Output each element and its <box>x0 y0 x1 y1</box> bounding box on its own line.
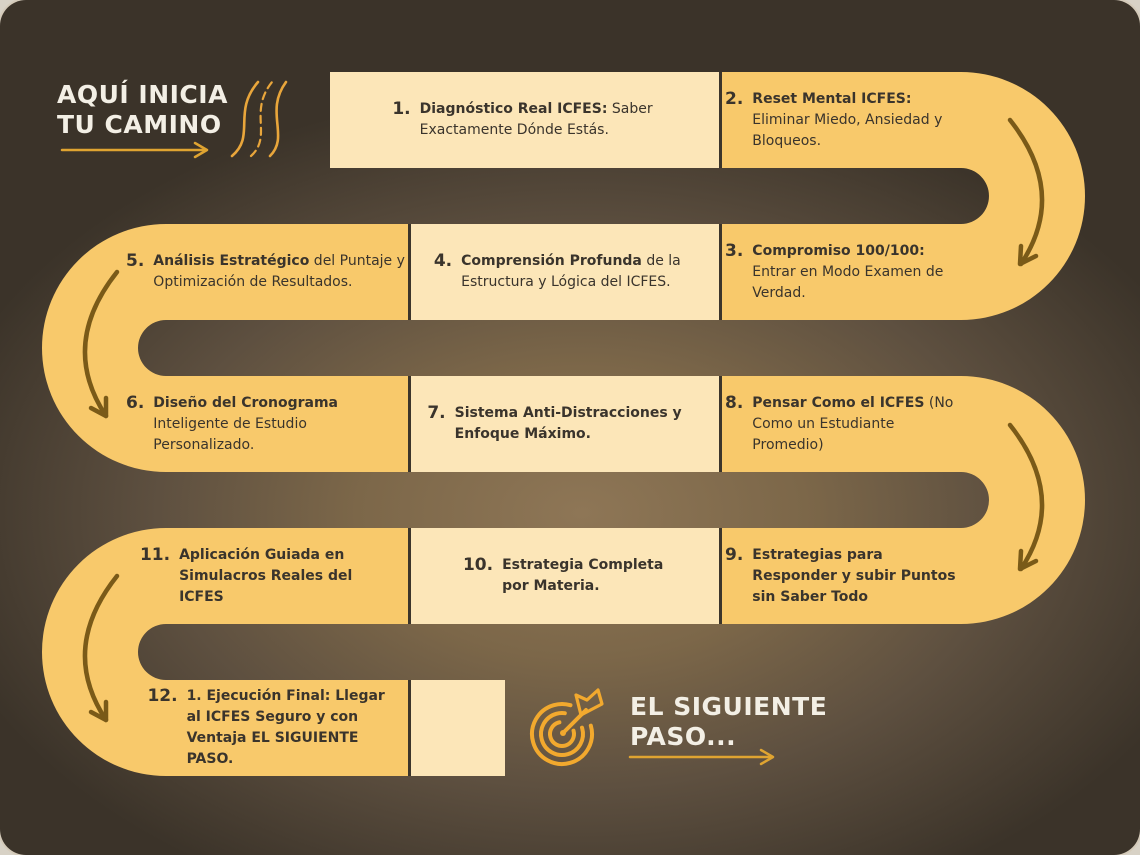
u-turn-right-1 <box>961 72 1085 320</box>
step-text: Comprensión Profunda de la Estructura y Lógica del ICFES. <box>461 253 681 290</box>
step-text: Aplicación Guiada en Simulacros Reales del ICFES <box>179 546 353 605</box>
step-text: Estrategia Completa por Materia. <box>502 557 664 594</box>
winding-road-icon <box>228 78 294 158</box>
step-number: 12. <box>147 686 178 706</box>
step-number: 9. <box>725 544 744 565</box>
page-title-line2: TU CAMINO <box>57 110 222 139</box>
step-text: Pensar Como el ICFES (No Como un Estudiante Promedio) <box>752 394 954 453</box>
footer-title-line1: EL SIGUIENTE <box>630 692 828 721</box>
step-number: 8. <box>725 392 744 413</box>
step-item-7 <box>412 376 718 472</box>
step-number: 6. <box>126 392 145 413</box>
step-text: Compromiso 100/100: Entrar en Modo Examen de Verdad. <box>752 242 944 301</box>
page-title-line1: AQUÍ INICIA <box>57 80 228 109</box>
step-item-4 <box>412 224 718 320</box>
step-number: 11. <box>139 544 171 565</box>
footer-title <box>630 692 827 752</box>
step-item-2 <box>725 72 965 168</box>
page-title <box>57 80 228 140</box>
step-item-11 <box>126 528 408 624</box>
u-turn-right-2 <box>961 376 1085 624</box>
step-item-12 <box>140 680 408 776</box>
step-item-3 <box>725 224 965 320</box>
step-text: Estrategias para Responder y subir Puntos sin Saber Todo <box>752 546 956 605</box>
step-item-5 <box>126 224 408 320</box>
dart-target-icon <box>524 686 610 772</box>
header-right-arrow-icon <box>62 143 207 157</box>
footer-title-line2: PASO... <box>630 722 737 751</box>
step-number: 10. <box>462 555 494 575</box>
footer-right-arrow-icon <box>630 750 773 764</box>
step-number: 2. <box>725 88 744 109</box>
step-number: 1. <box>392 99 411 119</box>
step-text: Diagnóstico Real ICFES: Saber Exactamente Dónde Estás. <box>419 101 653 138</box>
step-item-1 <box>340 72 712 168</box>
step-number: 7. <box>427 403 446 423</box>
step-number: 3. <box>725 240 744 261</box>
step-number: 5. <box>126 251 145 271</box>
step-text: Análisis Estratégico del Puntaje y Optimización de Resultados. <box>153 253 405 290</box>
step-item-10 <box>412 528 718 624</box>
step-number: 4. <box>433 251 453 271</box>
step-item-8 <box>725 376 965 472</box>
step-text: 1. Ejecución Final: Llegar al ICFES Seguro y con Ventaja EL SIGUIENTE PASO. <box>186 688 385 767</box>
step-text: Diseño del Cronograma Inteligente de Estudio Personalizado. <box>153 394 338 453</box>
step-text: Reset Mental ICFES: Eliminar Miedo, Ansiedad y Bloqueos. <box>752 90 943 149</box>
step-item-9 <box>725 528 965 624</box>
step-item-6 <box>126 376 408 472</box>
step-text: Sistema Anti-Distracciones y Enfoque Máximo. <box>454 405 682 442</box>
